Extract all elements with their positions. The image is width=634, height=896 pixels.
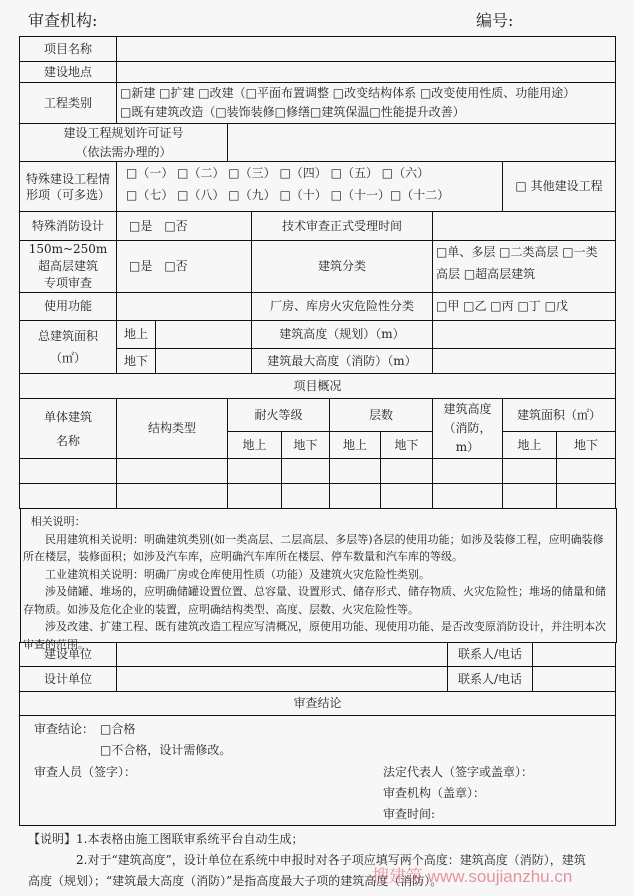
height-plan-field[interactable] bbox=[432, 320, 616, 349]
special-label: 特殊建设工程情形项（可多选） bbox=[19, 161, 117, 212]
builder-contact-label: 联系人/电话 bbox=[447, 642, 533, 667]
area-above-field[interactable] bbox=[155, 320, 252, 349]
super-high-line1: 150m~250m bbox=[28, 242, 108, 256]
table-row-cell[interactable] bbox=[281, 458, 330, 484]
notes-p3: 涉及储罐、堆场的，应明确储罐设置位置、总容量、设置形式、储存形式、储存物质、火灾危险性；堆场的储量和储存物质。如涉及危化企业的装置，应明确结构类型、高度、层数、火灾危险性等。 bbox=[23, 585, 606, 616]
notes-section bbox=[20, 508, 617, 651]
special-options[interactable] bbox=[116, 161, 503, 212]
table-row-cell[interactable] bbox=[556, 458, 616, 484]
floors-above: 地上 bbox=[329, 431, 381, 459]
height-plan-label: 建筑高度（规划）（m） bbox=[251, 320, 433, 349]
table-row-cell[interactable] bbox=[502, 458, 557, 484]
overview-title: 项目概况 bbox=[19, 373, 616, 399]
category-line-1[interactable]: □新建 □扩建 □改建（□平面布置调整 □改变结构体系 □改变使用性质、功能用途） bbox=[120, 86, 576, 100]
table-row-cell[interactable] bbox=[432, 458, 503, 484]
fire-grade-below: 地下 bbox=[281, 431, 330, 459]
notes-p4: 涉及改建、扩建工程、既有建筑改造工程应写清概况，原使用功能、现使用功能、是否改变原消防设计，并注明本次审查的范围。 bbox=[23, 620, 606, 651]
table-row-cell[interactable] bbox=[116, 458, 228, 484]
classification-line2[interactable]: 高层 □超高层建筑 bbox=[436, 267, 536, 281]
footnote-1: 【说明】1.本表格由施工图联审系统平台自动生成； bbox=[28, 832, 304, 846]
project-name-label: 项目名称 bbox=[19, 36, 117, 62]
permit-label-line1: 建设工程规划许可证号 bbox=[63, 125, 184, 140]
conclusion-label: 审查结论： bbox=[34, 722, 95, 736]
height-header-line3: m） bbox=[455, 440, 480, 454]
category-options[interactable] bbox=[116, 82, 616, 124]
super-high-options[interactable]: □是 □否 bbox=[116, 240, 252, 293]
project-name-field[interactable] bbox=[116, 36, 616, 62]
table-row-cell[interactable] bbox=[556, 483, 616, 509]
builder-label: 建设单位 bbox=[19, 642, 117, 667]
classification-options[interactable] bbox=[432, 240, 616, 293]
area-above-label: 地上 bbox=[116, 320, 156, 349]
number-label: 编号: bbox=[476, 11, 514, 30]
accept-time-label: 技术审查正式受理时间 bbox=[251, 211, 433, 241]
structure-header: 结构类型 bbox=[116, 398, 228, 459]
table-row-cell[interactable] bbox=[19, 483, 117, 509]
watermark: 搜建筑 www.soujianzhu.cn bbox=[372, 867, 573, 886]
use-label: 使用功能 bbox=[19, 292, 117, 321]
review-org-label: 审查机构: bbox=[28, 11, 98, 30]
floors-below: 地下 bbox=[380, 431, 433, 459]
height-header-line1: 建筑高度 bbox=[443, 402, 492, 416]
area-below-field[interactable] bbox=[155, 348, 252, 374]
pass-checkbox[interactable]: □合格 bbox=[100, 722, 136, 736]
table-row-cell[interactable] bbox=[329, 483, 381, 509]
height-max-label: 建筑最大高度（消防）（m） bbox=[251, 348, 433, 374]
location-label: 建设地点 bbox=[19, 61, 117, 83]
designer-label: 设计单位 bbox=[19, 666, 117, 692]
floors-header: 层数 bbox=[329, 398, 433, 432]
total-area-label bbox=[19, 320, 117, 374]
building-name-line1: 单体建筑 bbox=[43, 409, 92, 424]
footnote-2: 2.对于“建筑高度”，设计单位在系统中申报时对各子项应填写两个高度：建筑高度（消防），建筑 bbox=[76, 853, 586, 867]
fire-grade-header: 耐火等级 bbox=[227, 398, 330, 432]
conclusion-title: 审查结论 bbox=[19, 691, 616, 716]
table-row-cell[interactable] bbox=[281, 483, 330, 509]
builder-field[interactable] bbox=[116, 642, 448, 667]
designer-contact-field[interactable] bbox=[532, 666, 616, 692]
notes-p2: 工业建筑相关说明：明确厂房或仓库使用性质（功能）及建筑火灾危险性类别。 bbox=[45, 567, 430, 581]
accept-time-field[interactable] bbox=[432, 211, 616, 241]
area-above: 地上 bbox=[502, 431, 557, 459]
area-below: 地下 bbox=[556, 431, 616, 459]
building-name-header bbox=[19, 398, 117, 459]
area-below-label: 地下 bbox=[116, 348, 156, 374]
designer-contact-label: 联系人/电话 bbox=[447, 666, 533, 692]
table-row-cell[interactable] bbox=[227, 458, 282, 484]
hazard-label: 厂房、库房火灾危险性分类 bbox=[251, 292, 433, 321]
table-row-cell[interactable] bbox=[432, 483, 503, 509]
designer-field[interactable] bbox=[116, 666, 448, 692]
height-header bbox=[432, 398, 503, 459]
height-max-field[interactable] bbox=[432, 348, 616, 374]
hazard-options[interactable]: □甲 □乙 □丙 □丁 □戊 bbox=[432, 292, 616, 321]
permit-label bbox=[19, 123, 228, 162]
permit-label-line2: （依法需办理的） bbox=[75, 144, 172, 159]
reviewer-signature[interactable]: 审查人员（签字）： bbox=[34, 765, 137, 779]
table-row-cell[interactable] bbox=[380, 483, 433, 509]
table-row-cell[interactable] bbox=[380, 458, 433, 484]
super-high-line3: 专项审查 bbox=[43, 276, 92, 290]
classification-line1[interactable]: □单、多层 □二类高层 □一类 bbox=[436, 245, 598, 259]
notes-title: 相关说明： bbox=[30, 515, 86, 528]
notes-p1: 民用建筑相关说明：明确建筑类别(如一类高层、二层高层、多层等)各层的使用功能；如涉及装修工程，应明确装修所在楼层，装修面积；如涉及汽车库，应明确汽车库所在楼层、停车数量和汽车库的等级。 bbox=[23, 532, 604, 563]
table-row-cell[interactable] bbox=[329, 458, 381, 484]
review-time[interactable]: 审查时间: bbox=[383, 807, 436, 821]
org-seal[interactable]: 审查机构（盖章）： bbox=[383, 786, 486, 800]
table-row-cell[interactable] bbox=[227, 483, 282, 509]
height-header-line2: （消防， bbox=[443, 421, 492, 435]
fire-grade-above: 地上 bbox=[227, 431, 282, 459]
fail-checkbox[interactable]: □不合格，设计需修改。 bbox=[100, 743, 232, 757]
special-other-checkbox[interactable]: □ 其他建设工程 bbox=[502, 161, 616, 212]
special-line-2[interactable]: □（七） □（八） □（九） □（十） □（十一）□（十二） bbox=[126, 188, 450, 202]
fire-design-options[interactable]: □是 □否 bbox=[116, 211, 252, 241]
table-row-cell[interactable] bbox=[116, 483, 228, 509]
location-field[interactable] bbox=[116, 61, 616, 83]
legal-rep-signature[interactable]: 法定代表人（签字或盖章）： bbox=[383, 765, 534, 779]
super-high-line2: 超高层建筑 bbox=[37, 259, 98, 273]
fire-design-label: 特殊消防设计 bbox=[19, 211, 117, 241]
category-line-2[interactable]: □既有建筑改造（□装饰装修□修缮□建筑保温□性能提升改善） bbox=[120, 105, 465, 119]
special-line-1[interactable]: □（一） □（二） □（三） □（四） □（五） □（六） bbox=[126, 166, 430, 180]
table-row-cell[interactable] bbox=[19, 458, 117, 484]
table-row-cell[interactable] bbox=[502, 483, 557, 509]
area-header: 建筑面积（㎡） bbox=[502, 398, 616, 432]
total-area-unit: （㎡） bbox=[49, 351, 86, 365]
total-area-line1: 总建筑面积 bbox=[37, 329, 98, 343]
use-field[interactable] bbox=[116, 292, 252, 321]
category-label: 工程类别 bbox=[19, 82, 117, 124]
building-name-line2: 名称 bbox=[55, 433, 80, 448]
super-high-label bbox=[19, 240, 117, 293]
builder-contact-field[interactable] bbox=[532, 642, 616, 667]
permit-field[interactable] bbox=[227, 123, 616, 162]
classification-label: 建筑分类 bbox=[251, 240, 433, 293]
footnote-3: 高度（规划）；“建筑最大高度（消防）”是指高度最大子项的建筑高度（消防）。 bbox=[28, 874, 443, 888]
